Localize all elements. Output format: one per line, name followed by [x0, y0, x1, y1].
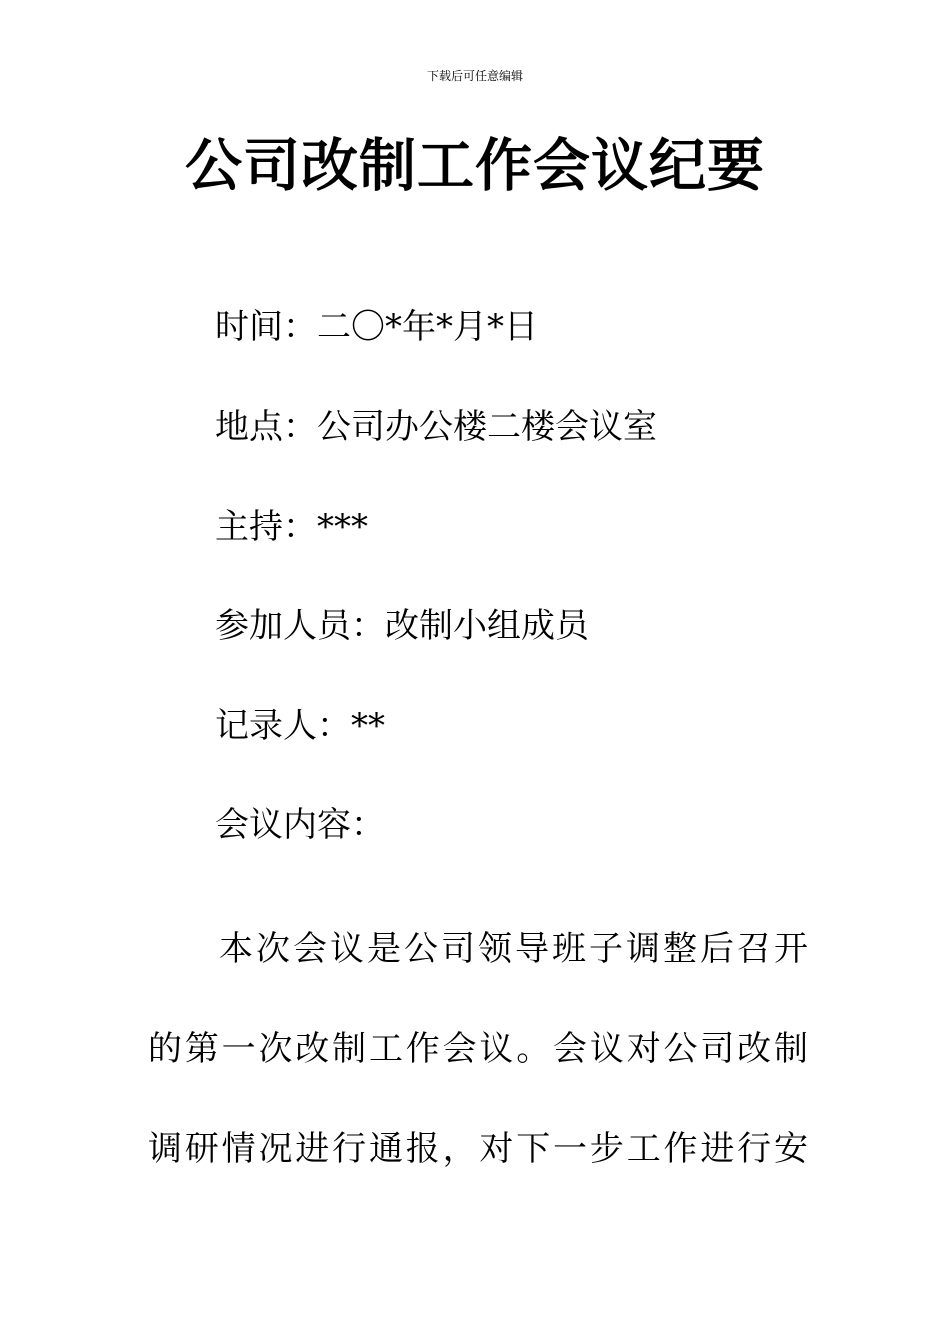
meeting-recorder: 记录人：** [215, 706, 385, 746]
paragraph-line: 本次会议是公司领导班子调整后召开 [219, 929, 808, 969]
paragraph-line: 调研情况进行通报，对下一步工作进行安 [148, 1129, 808, 1169]
meeting-content-label: 会议内容： [215, 805, 385, 845]
paragraph-line: 的第一次改制工作会议。会议对公司改制 [148, 1029, 808, 1069]
meeting-attendees: 参加人员：改制小组成员 [215, 606, 589, 646]
document-title: 公司改制工作会议纪要 [185, 133, 765, 199]
meeting-content-paragraph [148, 899, 808, 1199]
meeting-host: 主持：*** [215, 507, 368, 547]
meeting-place: 地点：公司办公楼二楼会议室 [215, 407, 657, 447]
header-note: 下载后可任意编辑 [426, 69, 523, 83]
meeting-time: 时间：二〇*年*月*日 [215, 307, 538, 347]
